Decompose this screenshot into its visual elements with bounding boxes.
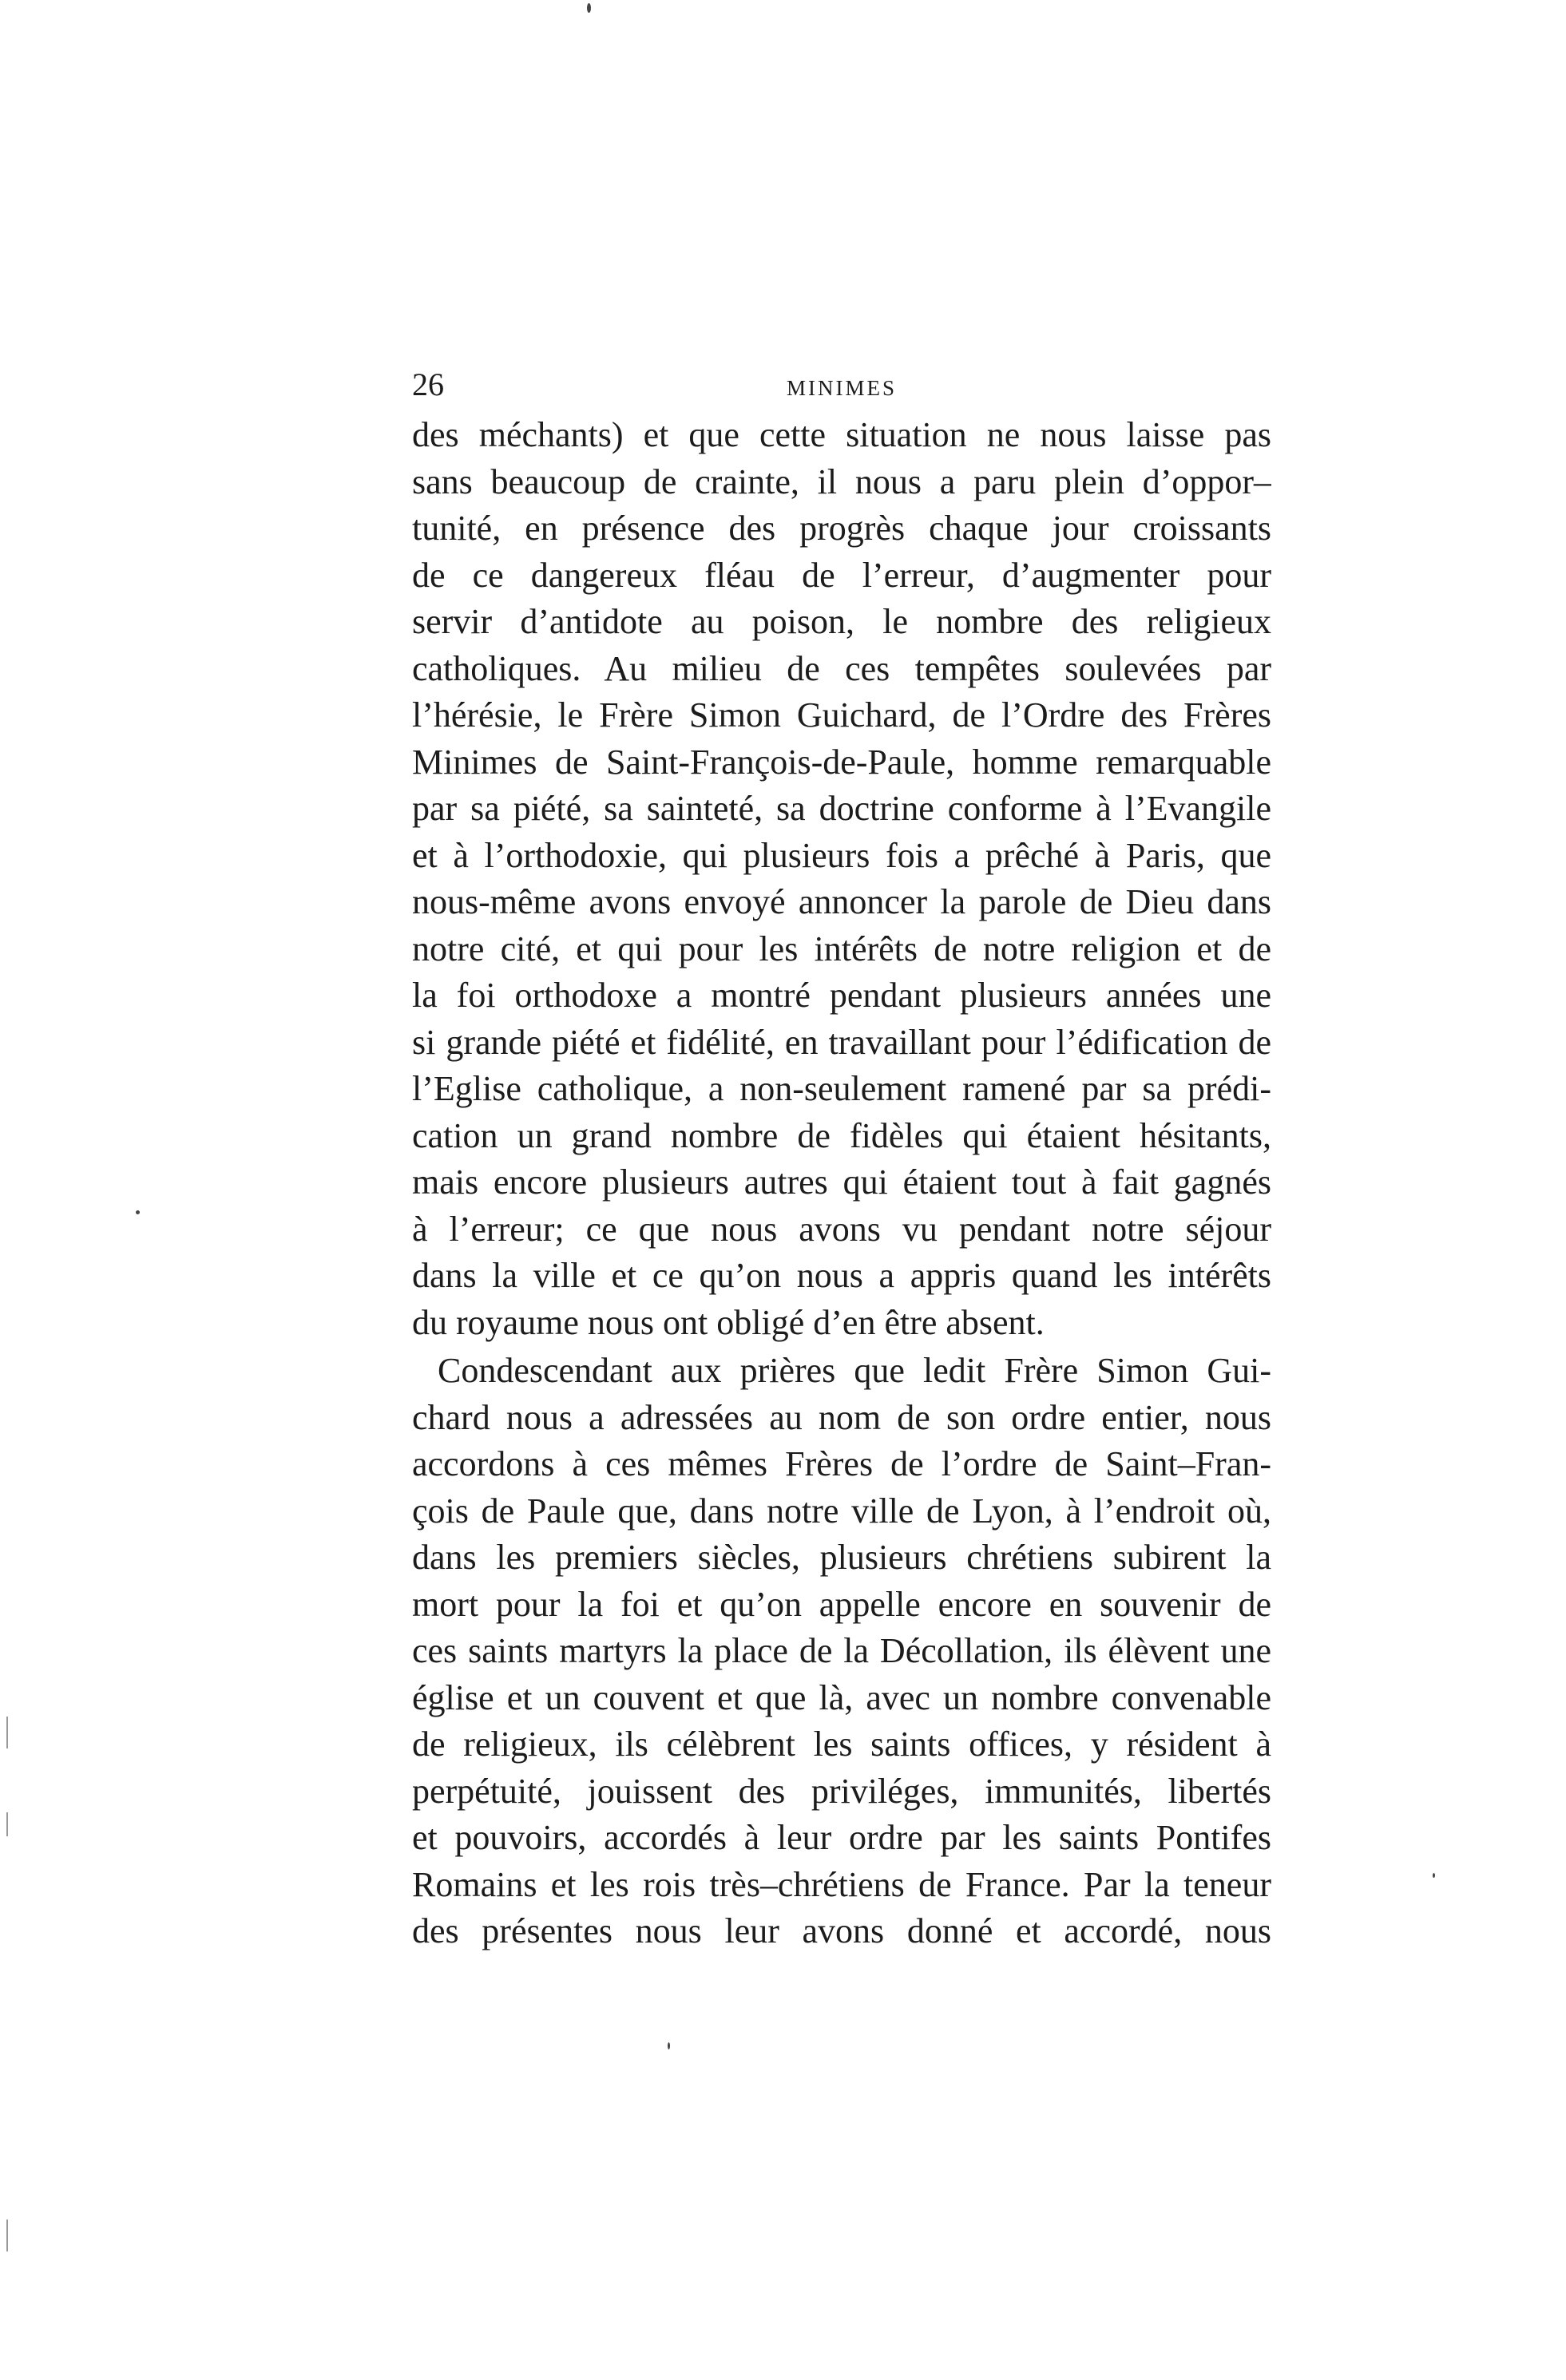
text-line: perpétuité, jouissent des priviléges, immunités, libertés xyxy=(412,1771,1271,1811)
text-line: église et un couvent et que là, avec un nombre convenable xyxy=(412,1677,1271,1717)
text-line: sans beaucoup de crainte, il nous a paru plein d’oppor– xyxy=(412,461,1271,501)
text-line: cation un grand nombre de fidèles qui étaient hésitants, xyxy=(412,1115,1271,1155)
scan-speck xyxy=(1433,1873,1435,1878)
binding-edge-mark xyxy=(6,2220,8,2251)
paragraph-2 xyxy=(412,1348,1271,1955)
text-line: des méchants) et que cette situation ne nous laisse pas xyxy=(412,415,1271,454)
text-line: çois de Paule que, dans notre ville de Lyon, à l’endroit où, xyxy=(412,1491,1271,1531)
paragraph-1 xyxy=(412,412,1271,1346)
text-line: de ce dangereux fléau de l’erreur, d’augmenter pour xyxy=(412,555,1271,595)
text-line: l’hérésie, le Frère Simon Guichard, de l’Ordre des Frères xyxy=(412,695,1271,735)
text-line: ces saints martyrs la place de la Décollation, ils élèvent une xyxy=(412,1631,1271,1670)
text-line: et à l’orthodoxie, qui plusieurs fois a prêché à Paris, que xyxy=(412,835,1271,875)
text-line: servir d’antidote au poison, le nombre des religieux xyxy=(412,602,1271,641)
text-line: de religieux, ils célèbrent les saints offices, y résident à xyxy=(412,1725,1271,1764)
text-line: l’Eglise catholique, a non-seulement ramené par sa prédi- xyxy=(412,1069,1271,1108)
text-line: des présentes nous leur avons donné et accordé, nous xyxy=(412,1911,1271,1950)
text-line: catholiques. Au milieu de ces tempêtes soulevées par xyxy=(412,648,1271,688)
binding-edge-mark xyxy=(6,1812,8,1836)
text-line: à l’erreur; ce que nous avons vu pendant notre séjour xyxy=(412,1209,1271,1249)
text-line: mort pour la foi et qu’on appelle encore en souvenir de xyxy=(412,1584,1271,1624)
text-line: mais encore plusieurs autres qui étaient tout à fait gagnés xyxy=(412,1162,1271,1202)
running-head: MINIMES xyxy=(786,376,897,400)
text-line: dans les premiers siècles, plusieurs chrétiens subirent la xyxy=(412,1538,1271,1577)
scan-speck xyxy=(668,2042,670,2049)
text-line: si grande piété et fidélité, en travaillant pour l’édification de xyxy=(412,1022,1271,1062)
text-line: par sa piété, sa sainteté, sa doctrine conforme à l’Evangile xyxy=(412,789,1271,828)
text-line: accordons à ces mêmes Frères de l’ordre de Saint–Fran- xyxy=(412,1444,1271,1483)
binding-edge-mark xyxy=(6,1717,8,1748)
page-number: 26 xyxy=(412,366,444,402)
scan-speck xyxy=(136,1210,140,1214)
text-line: Romains et les rois très–chrétiens de France. Par la teneur xyxy=(412,1864,1271,1904)
text-line: et pouvoirs, accordés à leur ordre par les saints Pontifes xyxy=(412,1818,1271,1857)
page-header xyxy=(412,361,1271,409)
text-line: dans la ville et ce qu’on nous a appris quand les intérêts xyxy=(412,1256,1271,1295)
text-line: la foi orthodoxe a montré pendant plusieurs années une xyxy=(412,976,1271,1015)
scan-speck xyxy=(587,3,591,13)
text-line: tunité, en présence des progrès chaque jour croissants xyxy=(412,509,1271,548)
text-line: du royaume nous ont obligé d’en être absent. xyxy=(412,1302,1045,1342)
text-line: Minimes de Saint-François-de-Paule, homme remarquable xyxy=(412,742,1271,782)
text-line: Condescendant aux prières que ledit Frère Simon Gui- xyxy=(438,1351,1271,1390)
text-line: chard nous a adressées au nom de son ordre entier, nous xyxy=(412,1397,1271,1437)
text-line: notre cité, et qui pour les intérêts de notre religion et de xyxy=(412,929,1271,968)
body-text xyxy=(412,412,1271,1955)
text-line: nous-même avons envoyé annoncer la parole de Dieu dans xyxy=(412,882,1271,921)
